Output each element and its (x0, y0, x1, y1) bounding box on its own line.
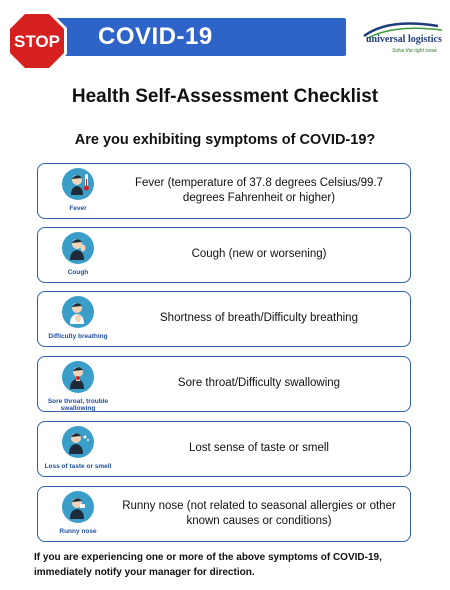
symptom-card-fever (37, 163, 411, 219)
symptom-description: Sore throat/Difficulty swallowing (177, 377, 341, 389)
logo-tagline: Solve the right issue (392, 48, 438, 54)
banner-title: COVID-19 (98, 23, 213, 50)
stop-sign-icon (6, 10, 68, 72)
symptom-card-breathing (37, 291, 411, 347)
symptom-description: Lost sense of taste or smell (189, 442, 329, 454)
symptom-label: Difficulty breathing (48, 333, 108, 340)
symptom-label: Cough (67, 269, 89, 276)
loss-of-taste-icon (44, 425, 112, 477)
symptom-card-taste-smell (37, 421, 411, 477)
symptom-label: Sore throat, trouble swallowing (47, 398, 109, 412)
runny-nose-icon (52, 490, 104, 542)
symptom-description: Fever (temperature of 37.8 degrees Celsius/99.7 degrees Fahrenheit or higher) (134, 176, 384, 204)
question-heading: Are you exhibiting symptoms of COVID-19? (74, 132, 376, 148)
symptom-label: Fever (69, 205, 87, 212)
sore-throat-icon (47, 360, 109, 412)
logo-name: universal logistics (366, 34, 442, 45)
footer-notice: If you are experiencing one or more of the above symptoms of COVID-19, immediately notify your manager for direction. (34, 552, 382, 578)
symptom-description: Runny nose (not related to seasonal allergies or other known causes or conditions) (122, 499, 396, 527)
header (6, 6, 444, 64)
covid-banner (46, 18, 346, 56)
symptom-description: Shortness of breath/Difficulty breathing (160, 312, 358, 324)
cough-icon (52, 231, 104, 283)
symptom-card-cough (37, 227, 411, 283)
symptom-label: Loss of taste or smell (44, 463, 112, 470)
stop-label: STOP (14, 32, 60, 51)
symptom-card-runny-nose (37, 486, 411, 542)
symptom-description: Cough (new or worsening) (191, 248, 327, 260)
page-title: Health Self-Assessment Checklist (71, 86, 379, 107)
company-logo (358, 20, 446, 60)
symptom-label: Runny nose (59, 528, 97, 535)
symptom-card-sore-throat (37, 356, 411, 412)
difficulty-breathing-icon (48, 295, 108, 347)
fever-icon (52, 167, 104, 219)
